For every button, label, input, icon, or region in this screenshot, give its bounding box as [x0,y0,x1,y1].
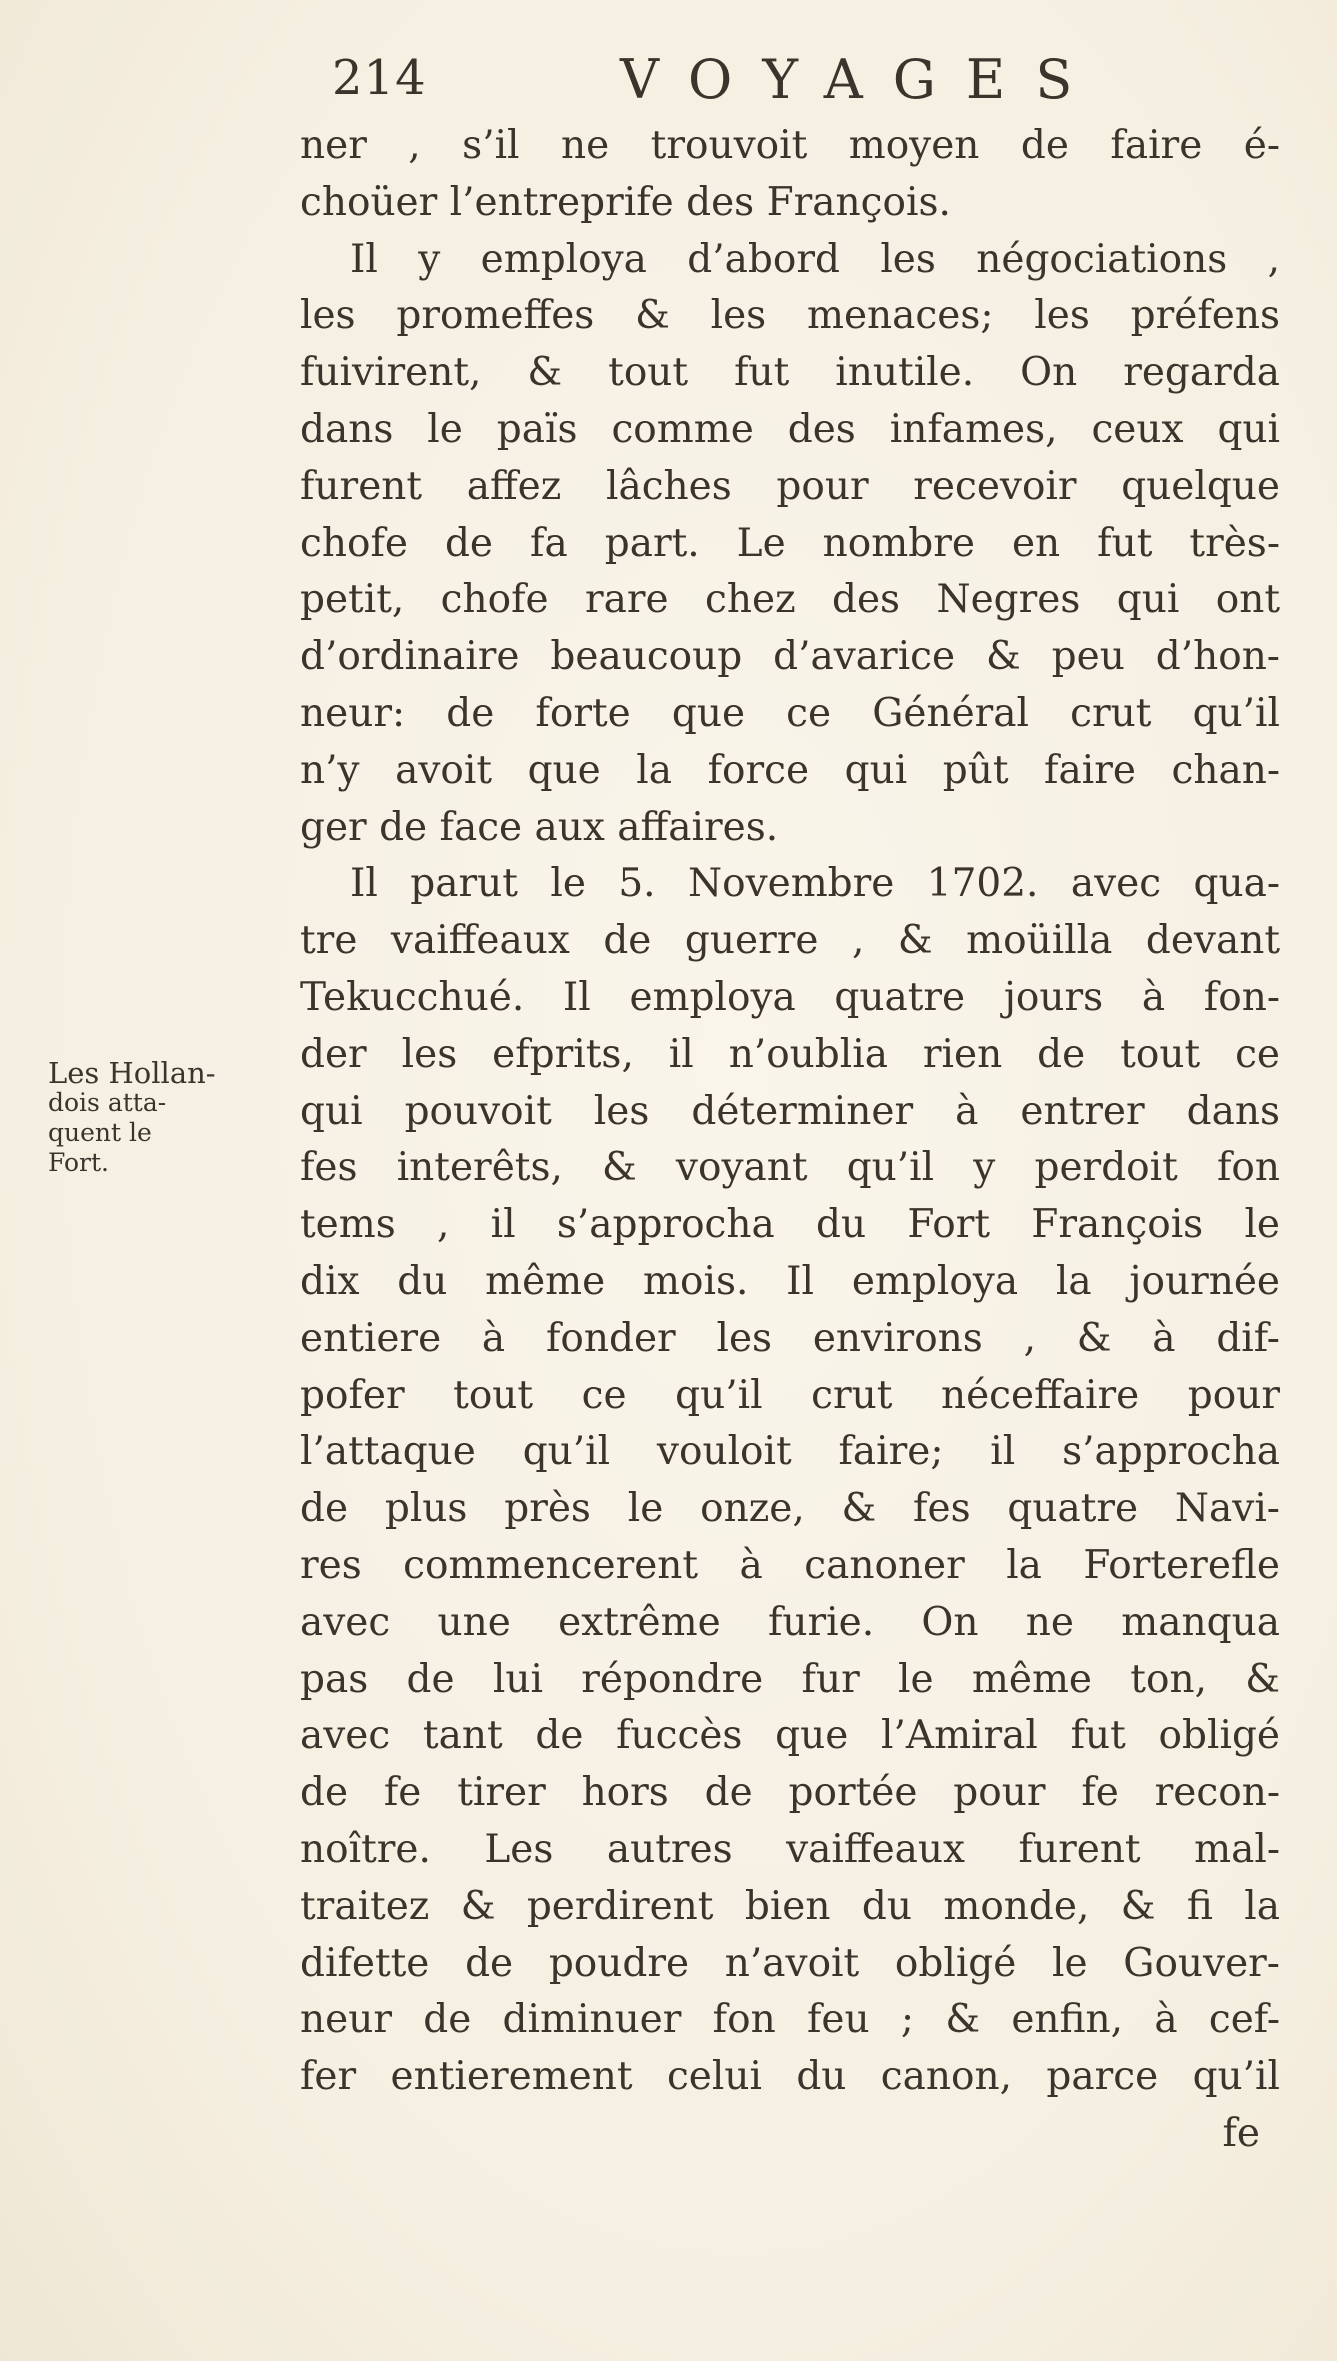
text-line: noître. Les autres vaiffeaux furent mal- [300,1826,1280,1872]
text-line: chofe de fa part. Le nombre en fut très- [300,520,1280,566]
text-line: res commencerent à canoner la Forterefle [300,1542,1280,1588]
text-line: qui pouvoit les déterminer à entrer dans [300,1088,1280,1134]
text-line: difette de poudre n’avoit obligé le Gouver- [300,1940,1280,1986]
margin-note [48,1058,288,1178]
text-line: fer entierement celui du canon, parce qu’il [300,2054,1280,2100]
text-line: entiere à fonder les environs , & à dif- [300,1315,1280,1361]
text-line: avec une extrême furie. On ne manqua [300,1599,1280,1645]
text-line: de plus près le onze, & fes quatre Navi- [300,1486,1280,1532]
margin-note-line: Les Hollan- [48,1056,216,1090]
text-line: traitez & perdirent bien du monde, & fi la [300,1883,1280,1929]
page-number: 214 [332,50,427,106]
text-line: tre vaiffeaux de guerre , & moüilla devant [300,918,1280,964]
body-text [300,118,1280,2163]
text-line: Il parut le 5. Novembre 1702. avec qua- [350,861,1280,907]
text-line: pas de lui répondre fur le même ton, & [300,1656,1280,1702]
text-line: les promeffes & les menaces; les préfens [300,293,1280,339]
text-line: tems , il s’approcha du Fort François le [300,1202,1280,1248]
margin-note-line: dois atta- [48,1088,167,1117]
text-line: pofer tout ce qu’il crut néceffaire pour [300,1372,1280,1418]
running-title: VOYAGES [620,48,1103,111]
text-line: fuivirent, & tout fut inutile. On regarda [300,350,1280,396]
text-line: ger de face aux affaires. [300,804,779,850]
text-line: der les efprits, il n’oublia rien de tout ce [300,1031,1280,1077]
margin-note-line: quent le [48,1118,152,1147]
text-line: dix du même mois. Il employa la journée [300,1258,1280,1304]
catchword: fe [1222,2110,1260,2156]
text-line: neur: de forte que ce Général crut qu’il [300,690,1280,736]
text-line: l’attaque qu’il vouloit faire; il s’approcha [300,1429,1280,1475]
margin-note-line: Fort. [48,1148,109,1177]
text-line: Il y employa d’abord les négociations , [350,236,1280,282]
text-line: fes interêts, & voyant qu’il y perdoit fon [300,1145,1280,1191]
text-line: de fe tirer hors de portée pour fe recon- [300,1770,1280,1816]
text-line: ner , s’il ne trouvoit moyen de faire é- [300,123,1280,168]
text-line: Tekucchué. Il employa quatre jours à fon- [300,974,1280,1020]
text-line: petit, chofe rare chez des Negres qui ont [300,577,1280,623]
text-line: neur de diminuer fon feu ; & enfin, à cef- [300,1997,1280,2043]
text-line: choüer l’entreprife des François. [300,179,951,225]
text-line: n’y avoit que la force qui pût faire chan- [300,747,1280,793]
text-line: d’ordinaire beaucoup d’avarice & peu d’hon- [300,634,1280,680]
text-line: furent affez lâches pour recevoir quelque [300,463,1280,509]
text-line: avec tant de fuccès que l’Amiral fut obligé [300,1713,1280,1759]
text-line: dans le païs comme des infames, ceux qui [300,406,1280,452]
